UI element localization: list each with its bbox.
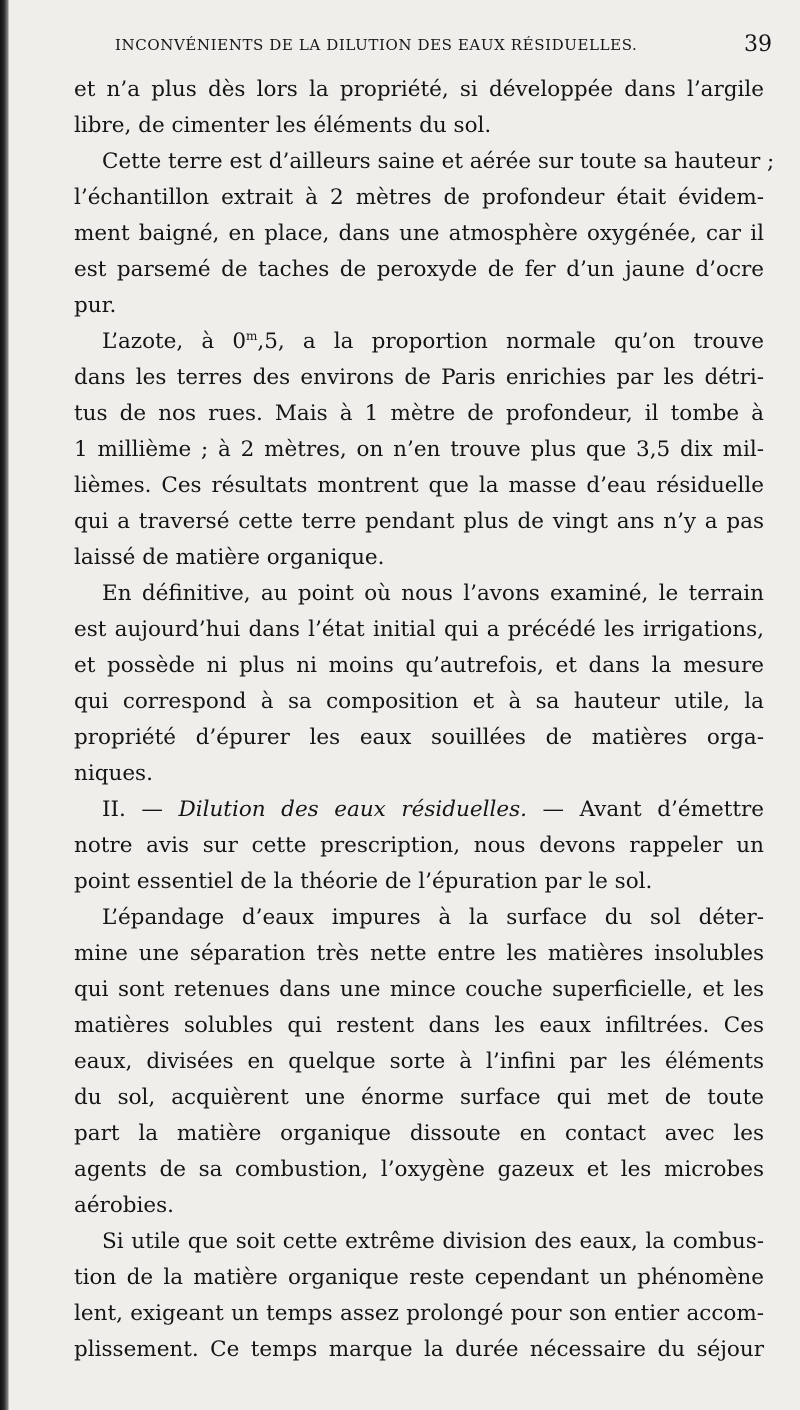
page-number: 39 — [744, 32, 772, 57]
text-line: agents de sa combustion, l’oxygène gazeux et les microbes — [74, 1157, 764, 1182]
text-line: eaux, divisées en quelque sorte à l’infini par les éléments — [74, 1049, 764, 1074]
text-line: tion de la matière organique reste cependant un phénomène — [74, 1265, 764, 1290]
azote-text-continued: ,5, a la proportion normale qu’on trouve — [257, 329, 764, 354]
text-line: notre avis sur cette prescription, nous devons rappeler un — [74, 833, 764, 858]
text-line: part la matière organique dissoute en contact avec les — [74, 1121, 764, 1146]
text-line: dans les terres des environs de Paris enrichies par les détri- — [74, 365, 764, 390]
running-head-title: INCONVÉNIENTS DE LA DILUTION DES EAUX RÉSIDUELLES. — [115, 36, 638, 54]
text-line: niques. — [74, 761, 153, 786]
paragraph-start-line: Cette terre est d’ailleurs saine et aérée sur toute sa hauteur ; — [102, 149, 775, 174]
section-heading-continued: — Avant d’émettre — [526, 797, 764, 822]
text-line: tus de nos rues. Mais à 1 mètre de profondeur, il tombe à — [74, 401, 764, 426]
text-line: libre, de cimenter les éléments du sol. — [74, 113, 492, 138]
text-line: matières solubles qui restent dans les eaux infiltrées. Ces — [74, 1013, 764, 1038]
text-line: qui correspond à sa composition et à sa hauteur utile, la — [74, 689, 764, 714]
text-line: mine une séparation très nette entre les matières insolubles — [74, 941, 764, 966]
paragraph-start-line: L’épandage d’eaux impures à la surface du sol déter- — [102, 905, 764, 930]
text-line: est parsemé de taches de peroxyde de fer d’un jaune d’ocre — [74, 257, 764, 282]
text-line: qui a traversé cette terre pendant plus de vingt ans n’y a pas — [74, 509, 764, 534]
text-line: et possède ni plus ni moins qu’autrefois, et dans la mesure — [74, 653, 764, 678]
text-line: qui sont retenues dans une mince couche superficielle, et les — [74, 977, 764, 1002]
text-line: propriété d’épurer les eaux souillées de matières orga- — [74, 725, 764, 750]
meter-superscript: m — [246, 328, 258, 343]
section-title: Dilution des eaux résiduelles. — [178, 797, 527, 822]
section-heading-line — [74, 792, 764, 828]
text-line: ment baigné, en place, dans une atmosphère oxygénée, car il — [74, 221, 764, 246]
paragraph-start-line: Si utile que soit cette extrême division des eaux, la combus- — [102, 1229, 764, 1254]
text-line: 1 millième ; à 2 mètres, on n’en trouve plus que 3,5 dix mil- — [74, 437, 764, 462]
binding-edge — [0, 0, 9, 1410]
text-line: et n’a plus dès lors la propriété, si développée dans l’argile — [74, 77, 764, 102]
text-line: du sol, acquièrent une énorme surface qui met de toute — [74, 1085, 764, 1110]
paragraph-start-line — [74, 324, 764, 360]
text-line: lent, exigeant un temps assez prolongé pour son entier accom- — [74, 1301, 764, 1326]
text-line: lièmes. Ces résultats montrent que la masse d’eau résiduelle — [74, 473, 764, 498]
section-number: II. — — [102, 797, 179, 822]
text-line: est aujourd’hui dans l’état initial qui a précédé les irrigations, — [74, 617, 764, 642]
text-line: plissement. Ce temps marque la durée nécessaire du séjour — [74, 1337, 764, 1362]
azote-text: L’azote, à 0 — [102, 329, 246, 354]
body-text — [74, 72, 775, 1368]
text-line: point essentiel de la théorie de l’épuration par le sol. — [74, 869, 653, 894]
text-line: laissé de matière organique. — [74, 545, 385, 570]
text-line: aérobies. — [74, 1193, 174, 1218]
text-line: pur. — [74, 293, 117, 318]
paragraph-start-line: En définitive, au point où nous l’avons examiné, le terrain — [102, 581, 764, 606]
text-line: l’échantillon extrait à 2 mètres de profondeur était évidem- — [74, 185, 764, 210]
